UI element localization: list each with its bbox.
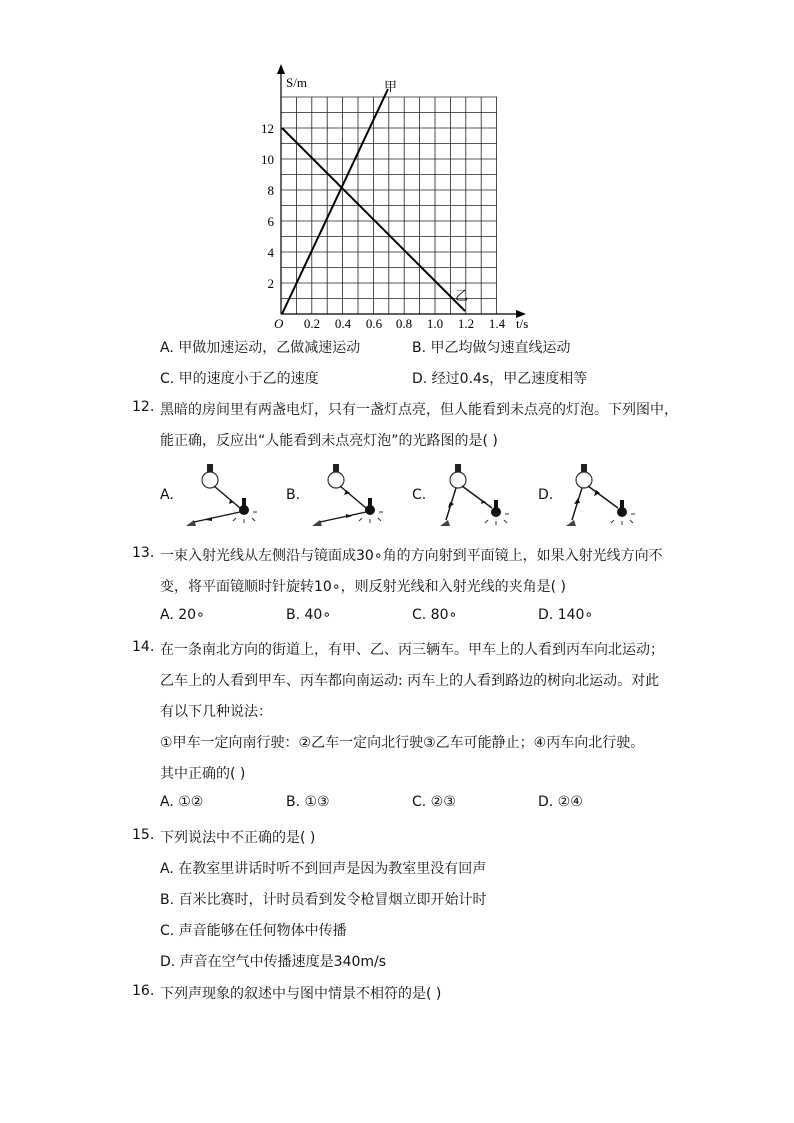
q12-stem-line2: 能正确，反应出“人能看到未点亮灯泡”的光路图的是( ) [160, 433, 498, 449]
q12-diagram-d [560, 462, 640, 532]
q15-stem: 下列说法中不正确的是( ) [160, 830, 316, 846]
q12-label-c: C. [412, 487, 427, 503]
line-jia-label: 甲 [384, 79, 398, 94]
x-tick-0.6: 0.6 [365, 316, 383, 331]
x-tick-0.8: 0.8 [395, 316, 413, 331]
q15-option-c: C. 声音能够在任何物体中传播 [160, 923, 347, 939]
q12-diagram-c [434, 462, 514, 532]
q12-label-a: A. [160, 487, 174, 503]
q14-option-b: B. ①③ [286, 794, 330, 810]
q13-option-a: A. 20∘ [160, 607, 205, 623]
graph-grid [281, 97, 497, 314]
x-tick-0.4: 0.4 [334, 316, 352, 331]
q14-stem-line4: ①甲车一定向南行驶：②乙车一定向北行驶③乙车可能静止；④丙车向北行驶。 [160, 735, 645, 751]
q14-option-d: D. ②④ [538, 794, 583, 810]
lit-bulb-icon [450, 472, 466, 488]
eye-icon [440, 520, 450, 526]
q12-diagram-a [182, 462, 262, 532]
q12-stem-line1: 黑暗的房间里有两盏电灯，只有一盏灯点亮，但人能看到未点亮的灯泡。下列图中， [160, 402, 678, 418]
lit-bulb-icon [328, 472, 344, 488]
q15-option-b: B. 百米比赛时，计时员看到发令枪冒烟立即开始计时 [160, 892, 487, 908]
q13-stem-line1: 一束入射光线从左侧沿与镜面成30∘角的方向射到平面镜上，如果入射光线方向不 [160, 548, 663, 564]
y-tick-2: 2 [267, 276, 274, 291]
q15-option-a: A. 在教室里讲话时听不到回声是因为教室里没有回声 [160, 861, 487, 877]
q12-label-d: D. [538, 487, 554, 503]
q13-option-c: C. 80∘ [412, 607, 458, 623]
q14-stem-line2: 乙车上的人看到甲车、丙车都向南运动: 丙车上的人看到路边的树向北运动。对此 [160, 673, 660, 689]
q12-label-b: B. [286, 487, 301, 503]
x-tick-0.2: 0.2 [303, 316, 321, 331]
q13-stem-line2: 变，将平面镜顺时针旋转10∘，则反射光线和入射光线的夹角是( ) [160, 579, 566, 595]
y-tick-12: 12 [261, 121, 274, 136]
q11-option-c: C. 甲的速度小于乙的速度 [160, 371, 319, 387]
q11-option-a: A. 甲做加速运动，乙做减速运动 [160, 340, 361, 356]
y-tick-labels [261, 121, 275, 291]
q14-stem-line3: 有以下几种说法： [160, 704, 272, 720]
q14-option-a: A. ①② [160, 794, 204, 810]
q16-stem: 下列声现象的叙述中与图中情景不相符的是( ) [160, 986, 442, 1002]
q11-option-d: D. 经过0.4s，甲乙速度相等 [412, 371, 588, 387]
q14-stem-line5: 其中正确的( ) [160, 766, 246, 782]
line-jia [282, 89, 388, 314]
y-tick-6: 6 [267, 214, 274, 229]
q15-option-d: D. 声音在空气中传播速度是340m/s [160, 954, 387, 970]
line-yi-label: 乙 [455, 288, 469, 303]
q14-number: 14. [132, 639, 155, 655]
x-tick-1.4: 1.4 [488, 316, 506, 331]
st-graph [250, 60, 550, 340]
q14-option-c: C. ②③ [412, 794, 456, 810]
x-tick-labels [304, 316, 506, 331]
lit-bulb-icon [202, 472, 218, 488]
y-tick-10: 10 [261, 152, 274, 167]
y-axis-arrow [277, 64, 285, 74]
q13-option-d: D. 140∘ [538, 607, 594, 623]
q12-diagram-b [308, 462, 388, 532]
lit-bulb-icon [576, 472, 592, 488]
x-tick-1.0: 1.0 [426, 316, 444, 331]
q12-number: 12. [132, 399, 155, 415]
origin-label: O [274, 316, 284, 331]
q11-option-b: B. 甲乙均做匀速直线运动 [412, 340, 571, 356]
eye-icon [312, 520, 322, 526]
q13-number: 13. [132, 545, 155, 561]
q13-option-b: B. 40∘ [286, 607, 332, 623]
q15-number: 15. [132, 827, 155, 843]
eye-icon [186, 520, 196, 526]
q16-number: 16. [132, 983, 155, 999]
y-tick-4: 4 [267, 245, 274, 260]
q14-stem-line1: 在一条南北方向的街道上，有甲、乙、丙三辆车。甲车上的人看到丙车向北运动； [160, 642, 664, 658]
y-tick-8: 8 [267, 183, 274, 198]
x-axis-label: t/s [516, 316, 529, 331]
eye-icon [566, 520, 576, 526]
y-axis-label: S/m [286, 75, 307, 90]
x-tick-1.2: 1.2 [457, 316, 475, 331]
